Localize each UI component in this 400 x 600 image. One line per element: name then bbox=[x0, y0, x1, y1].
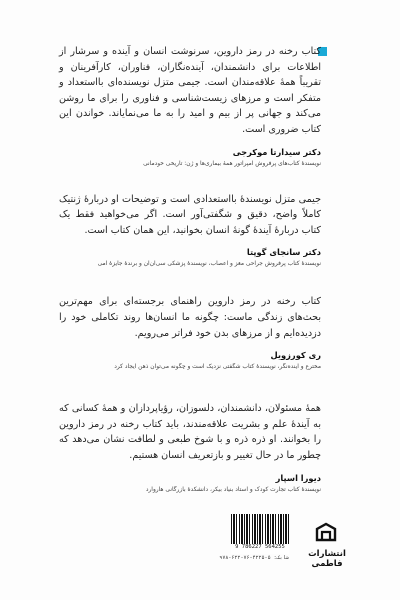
blurb-author-title: نویسندهٔ کتاب تجارت کودک و استاد بنیاد بیکر، دانشکدهٔ بازرگانی هاروارد bbox=[145, 486, 321, 493]
publisher-name: انتشارات فاطمی bbox=[308, 549, 346, 569]
publisher-logo-icon bbox=[315, 522, 337, 542]
blurb-text: کتاب رخنه در رمز داروین، سرنوشت انسان و آینده و سرشار از اطلاعات برای دانشمندان، آینده‌نگاران، فناوران، کارآفرینان و تقریباً همهٔ علاقه‌مندان است. جیمی متزل نویسنده‌ای بااستعداد و متفکر است و مرزهای زیست‌شناسی و فناوری را برای ما روشن می‌کند و جهانی پر از بیم و امید را به ما می‌نمایاند. خواندن این کتاب ضروری است. bbox=[59, 46, 321, 135]
blurb bbox=[59, 401, 321, 493]
blurb bbox=[59, 192, 321, 269]
blurb-text: جیمی متزل نویسندهٔ بااستعدادی است و توضیحات او دربارهٔ ژنتیک کاملاً واضح، دقیق و شگفتی‌آور است. اگر می‌خواهید فقط یک کتاب دربارهٔ آیندهٔ گونهٔ انسان بخوانید، این همان کتاب است. bbox=[59, 193, 321, 236]
blurb-author: دکتر سیدارتا موکرجی bbox=[232, 146, 321, 157]
blurb-author: دکتر سانجای گوپتا bbox=[246, 247, 321, 258]
barcode-number: 9 786227 564255 bbox=[235, 544, 285, 550]
blurb-author: ری کورزویل bbox=[270, 350, 321, 361]
blurb bbox=[59, 44, 321, 168]
blurb-text: همهٔ مسئولان، دانشمندان، دلسوزان، رؤیاپردازان و همهٔ کسانی که به آیندهٔ علم و بشریت علاقه‌مندند، باید کتاب رخنه در رمز داروین را بخوانند. او ذره ذره و با شوخ طبعی و لطافت نشان می‌دهد که چطور ما در حال تغییر و بازتعریف انسان هستیم. bbox=[59, 403, 321, 461]
isbn-text: شابک: ۵-۴۲۲۵-۷۶-۶۲۲-۹۷۸ bbox=[219, 555, 289, 561]
blurb-author-title: مخترع و آینده‌نگر، نویسندهٔ کتاب شگفتی نزدیک است و چگونه می‌توان ذهن ایجاد کرد bbox=[114, 364, 321, 371]
blurb-author-title: نویسندهٔ کتاب‌های پرفروش امپراتور همهٔ بیماری‌ها و ژن: تاریخی خودمانی bbox=[143, 160, 321, 167]
blurb-author: دیورا اسپار bbox=[275, 472, 321, 483]
blurbs-column bbox=[59, 44, 321, 494]
blurb bbox=[59, 294, 321, 371]
blurb-author-title: نویسندهٔ کتاب پرفروش جراحی مغز و اعصاب، نویسندهٔ پزشکی سی‌ان‌ان و برندهٔ جایزهٔ امی bbox=[97, 261, 321, 268]
blurb-text: کتاب رخنه در رمز داروین راهنمای برجسته‌ای برای مهم‌ترین بحث‌های زندگی ماست: چگونه ما انسان‌ها روند تکاملی خود را دزدیده‌ایم و از مرزهای بدن خود فراتر می‌رویم. bbox=[59, 296, 321, 339]
barcode bbox=[231, 514, 289, 554]
barcode-bars bbox=[231, 514, 289, 544]
